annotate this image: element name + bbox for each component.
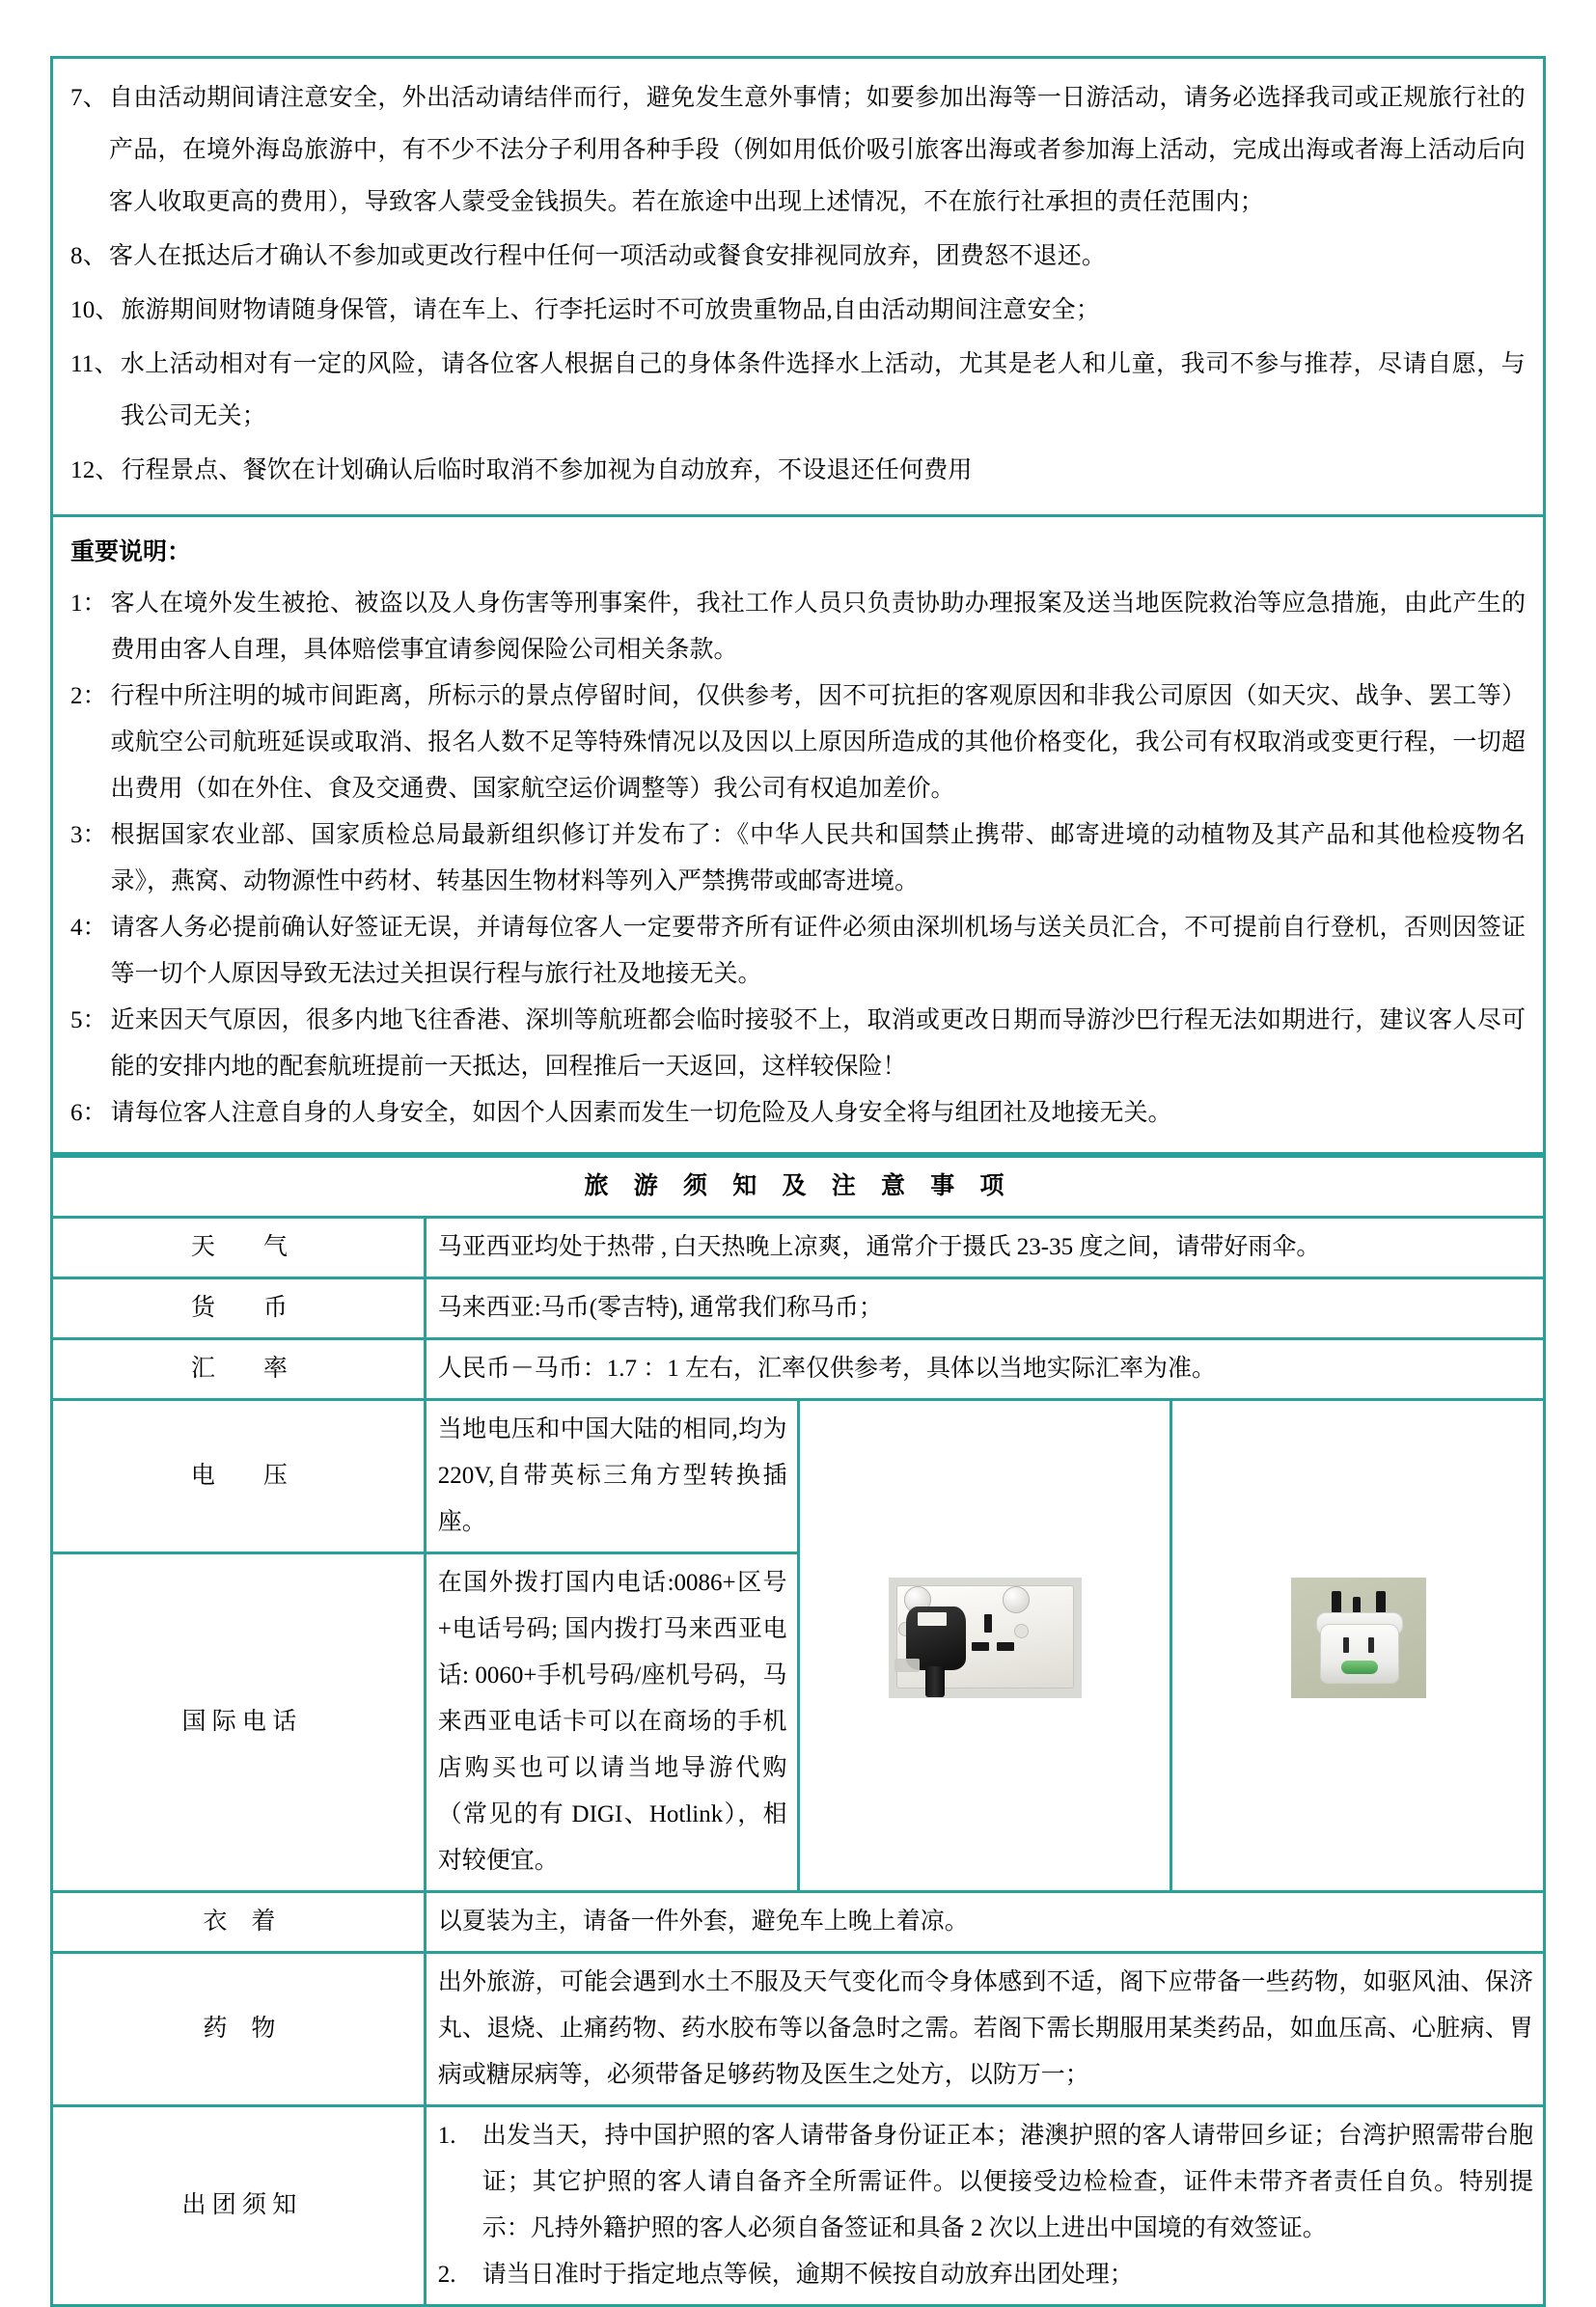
departure-notes-list [438, 2113, 1533, 2298]
table-row-exchange [52, 1339, 1545, 1400]
row-value-departure-notes [425, 2106, 1544, 2306]
notice-number: 7、 [70, 85, 107, 111]
row-value-intl-phone: 在国外拨打国内电话:0086+区号+电话号码; 国内拨打马来西亚电话: 0060+手机号码/座机号码，马来西亚电话卡可以在商场的手机店购买也可以请当地导游代购（常见的有 DIGI、Hotlink），相对较便宜。 [425, 1553, 798, 1892]
important-note-text: 客人在境外发生被抢、被盗以及人身伤害等刑事案件，我社工作人员只负责协助办理报案及送当地医院救治等应急措施，由此产生的费用由客人自理，具体赔偿事宜请参阅保险公司相关条款。 [110, 590, 1526, 663]
departure-note-text: 请当日准时于指定地点等候，逾期不候按自动放弃出团处理； [482, 2262, 1134, 2288]
row-label-exchange: 汇 率 [52, 1339, 426, 1400]
socket-neutral-slot [997, 1642, 1014, 1651]
important-note-text: 近来因天气原因，很多内地飞往香港、深圳等航班都会临时接驳不上，取消或更改日期而导游沙巴行程无法如期进行，建议客人尽可能的安排内地的配套航班提前一天抵达，回程推后一天返回，这样较保险！ [110, 1007, 1526, 1080]
table-title: 旅 游 须 知 及 注 意 事 项 [52, 1157, 1545, 1218]
table-row-voltage [52, 1400, 1545, 1553]
row-label-intl-phone: 国 际 电 话 [52, 1553, 426, 1892]
socket-switch-right [1003, 1586, 1030, 1613]
socket-live-slot [972, 1642, 989, 1651]
important-note-item [70, 998, 1526, 1090]
important-note-text: 请每位客人注意自身的人身安全，如因个人因素而发生一切危险及人身安全将与组团社及地接无关。 [110, 1100, 1172, 1126]
notice-number: 11、 [70, 351, 119, 377]
departure-note-item [438, 2252, 1533, 2298]
row-value-voltage: 当地电压和中国大陆的相同,均为 220V,自带英标三角方型转换插座。 [425, 1400, 798, 1553]
departure-note-marker: 1. [437, 2123, 456, 2149]
row-value-weather: 马亚西亚均处于热带 , 白天热晚上凉爽，通常介于摄氏 23-35 度之间，请带好雨伞。 [425, 1218, 1544, 1278]
adapter-socket-hole-right [1368, 1637, 1374, 1653]
row-label-currency: 货 币 [52, 1278, 426, 1339]
important-note-number: 1： [70, 590, 107, 617]
notice-text: 行程景点、餐饮在计划确认后临时取消不参加视为自动放弃，不设退还任何费用 [121, 457, 973, 483]
important-note-item [70, 812, 1526, 905]
important-note-text: 行程中所注明的城市间距离，所标示的景点停留时间，仅供参考，因不可抗拒的客观原因和非我公司原因（如天灾、战争、罢工等）或航空公司航班延误或取消、报名人数不足等特殊情况以及因以上原因所造成的其他价格变化，我公司有权取消或变更行程，一切超出费用（如在外住、食及交通费、国家航空运价调整等）我公司有权追加差价。 [110, 683, 1526, 802]
notice-item [70, 339, 1526, 443]
important-notes-title: 重要说明： [70, 539, 192, 565]
notice-number: 12、 [70, 457, 120, 483]
row-label-voltage: 电 压 [52, 1400, 426, 1553]
row-value-clothing: 以夏装为主，请备一件外套，避免车上晚上着凉。 [425, 1892, 1544, 1953]
important-note-text: 请客人务必提前确认好签证无误，并请每位客人一定要带齐所有证件必须由深圳机场与送关员汇合，不可提前自行登机，否则因签证等一切个人原因导致无法过关担误行程与旅行社及地接无关。 [110, 915, 1526, 987]
table-row-weather [52, 1218, 1545, 1278]
important-note-number: 2： [70, 683, 107, 709]
important-note-item [70, 581, 1526, 673]
socket-earth-slot [984, 1614, 992, 1633]
adapter-image [1291, 1578, 1426, 1698]
table-row-currency [52, 1278, 1545, 1339]
row-value-exchange: 人民币－马币：1.7 ：1 左右，汇率仅供参考，具体以当地实际汇率为准。 [425, 1339, 1544, 1400]
travel-info-table [50, 1155, 1546, 2307]
notice-item [70, 445, 1526, 497]
adapter-green-badge [1341, 1661, 1378, 1674]
notice-text: 客人在抵达后才确认不参加或更改行程中任何一项活动或餐食安排视同放弃，团费怒不退还。 [108, 243, 1107, 269]
notice-text: 自由活动期间请注意安全，外出活动请结伴而行，避免发生意外事情；如要参加出海等一日游活动，请务必选择我司或正规旅行社的产品，在境外海岛旅游中，有不少不法分子利用各种手段（例如用低价吸引旅客出海或者参加海上活动，完成出海或者海上活动后向客人收取更高的费用），导致客人蒙受金钱损失。若在旅途中出现上述情况，不在旅行社承担的责任范围内； [108, 85, 1526, 215]
socket-screw-right [1014, 1624, 1029, 1638]
important-note-number: 5： [70, 1007, 107, 1033]
row-value-currency: 马来西亚:马币(零吉特), 通常我们称马币； [425, 1278, 1544, 1339]
notice-text: 水上活动相对有一定的风险，请各位客人根据自己的身体条件选择水上活动，尤其是老人和儿童，我司不参与推荐，尽请自愿，与我公司无关； [120, 351, 1526, 429]
adapter-body [1320, 1624, 1399, 1684]
row-value-medicine: 出外旅游，可能会遇到水土不服及天气变化而令身体感到不适，阁下应带备一些药物，如驱风油、保济丸、退烧、止痛药物、药水胶布等以备急时之需。若阁下需长期服用某类药品，如血压高、心脏病、胃病或糖尿病等，必须带备足够药物及医生之处方，以防万一； [425, 1953, 1544, 2106]
notice-item [70, 231, 1526, 283]
table-row-clothing [52, 1892, 1545, 1953]
notice-number: 8、 [70, 243, 107, 269]
row-label-clothing: 衣 着 [52, 1892, 426, 1953]
notice-number: 10、 [70, 297, 120, 323]
notice-item [70, 72, 1526, 229]
table-row-departure-notes [52, 2106, 1545, 2306]
departure-note-item [438, 2113, 1533, 2252]
socket-brand-label [894, 1659, 920, 1672]
important-note-number: 4： [70, 915, 107, 941]
important-note-number: 6： [70, 1100, 107, 1126]
row-label-departure-notes: 出 团 须 知 [52, 2106, 426, 2306]
row-label-medicine: 药 物 [52, 1953, 426, 2106]
row-label-weather: 天 气 [52, 1218, 426, 1278]
uk-travel-adapter-photo [1171, 1400, 1545, 1892]
important-note-item [70, 673, 1526, 812]
important-note-number: 3： [70, 822, 107, 848]
departure-note-marker: 2. [437, 2262, 456, 2288]
notice-item [70, 285, 1526, 337]
important-note-item [70, 905, 1526, 998]
uk-wall-socket-photo [798, 1400, 1171, 1892]
important-notes-section [50, 517, 1546, 1155]
table-title-row [52, 1157, 1545, 1218]
important-note-item [70, 1090, 1526, 1137]
socket-image [889, 1578, 1082, 1698]
notice-text: 旅游期间财物请随身保管，请在车上、行李托运时不可放贵重物品,自由活动期间注意安全； [121, 297, 1101, 323]
notices-section [50, 56, 1546, 517]
plug-cord [925, 1666, 945, 1697]
table-row-medicine [52, 1953, 1545, 2106]
departure-note-text: 出发当天，持中国护照的客人请带备身份证正本；港澳护照的客人请带回乡证；台湾护照需带台胞证；其它护照的客人请自备齐全所需证件。以便接受边检检查，证件未带齐者责任自负。特别提示：凡持外籍护照的客人必须自备签证和具备 2 次以上进出中国境的有效签证。 [482, 2123, 1533, 2241]
important-note-text: 根据国家农业部、国家质检总局最新组织修订并发布了：《中华人民共和国禁止携带、邮寄进境的动植物及其产品和其他检疫物名录》，燕窝、动物源性中药材、转基因生物材料等列入严禁携带或邮寄进境。 [110, 822, 1526, 894]
adapter-socket-hole-left [1343, 1637, 1349, 1653]
